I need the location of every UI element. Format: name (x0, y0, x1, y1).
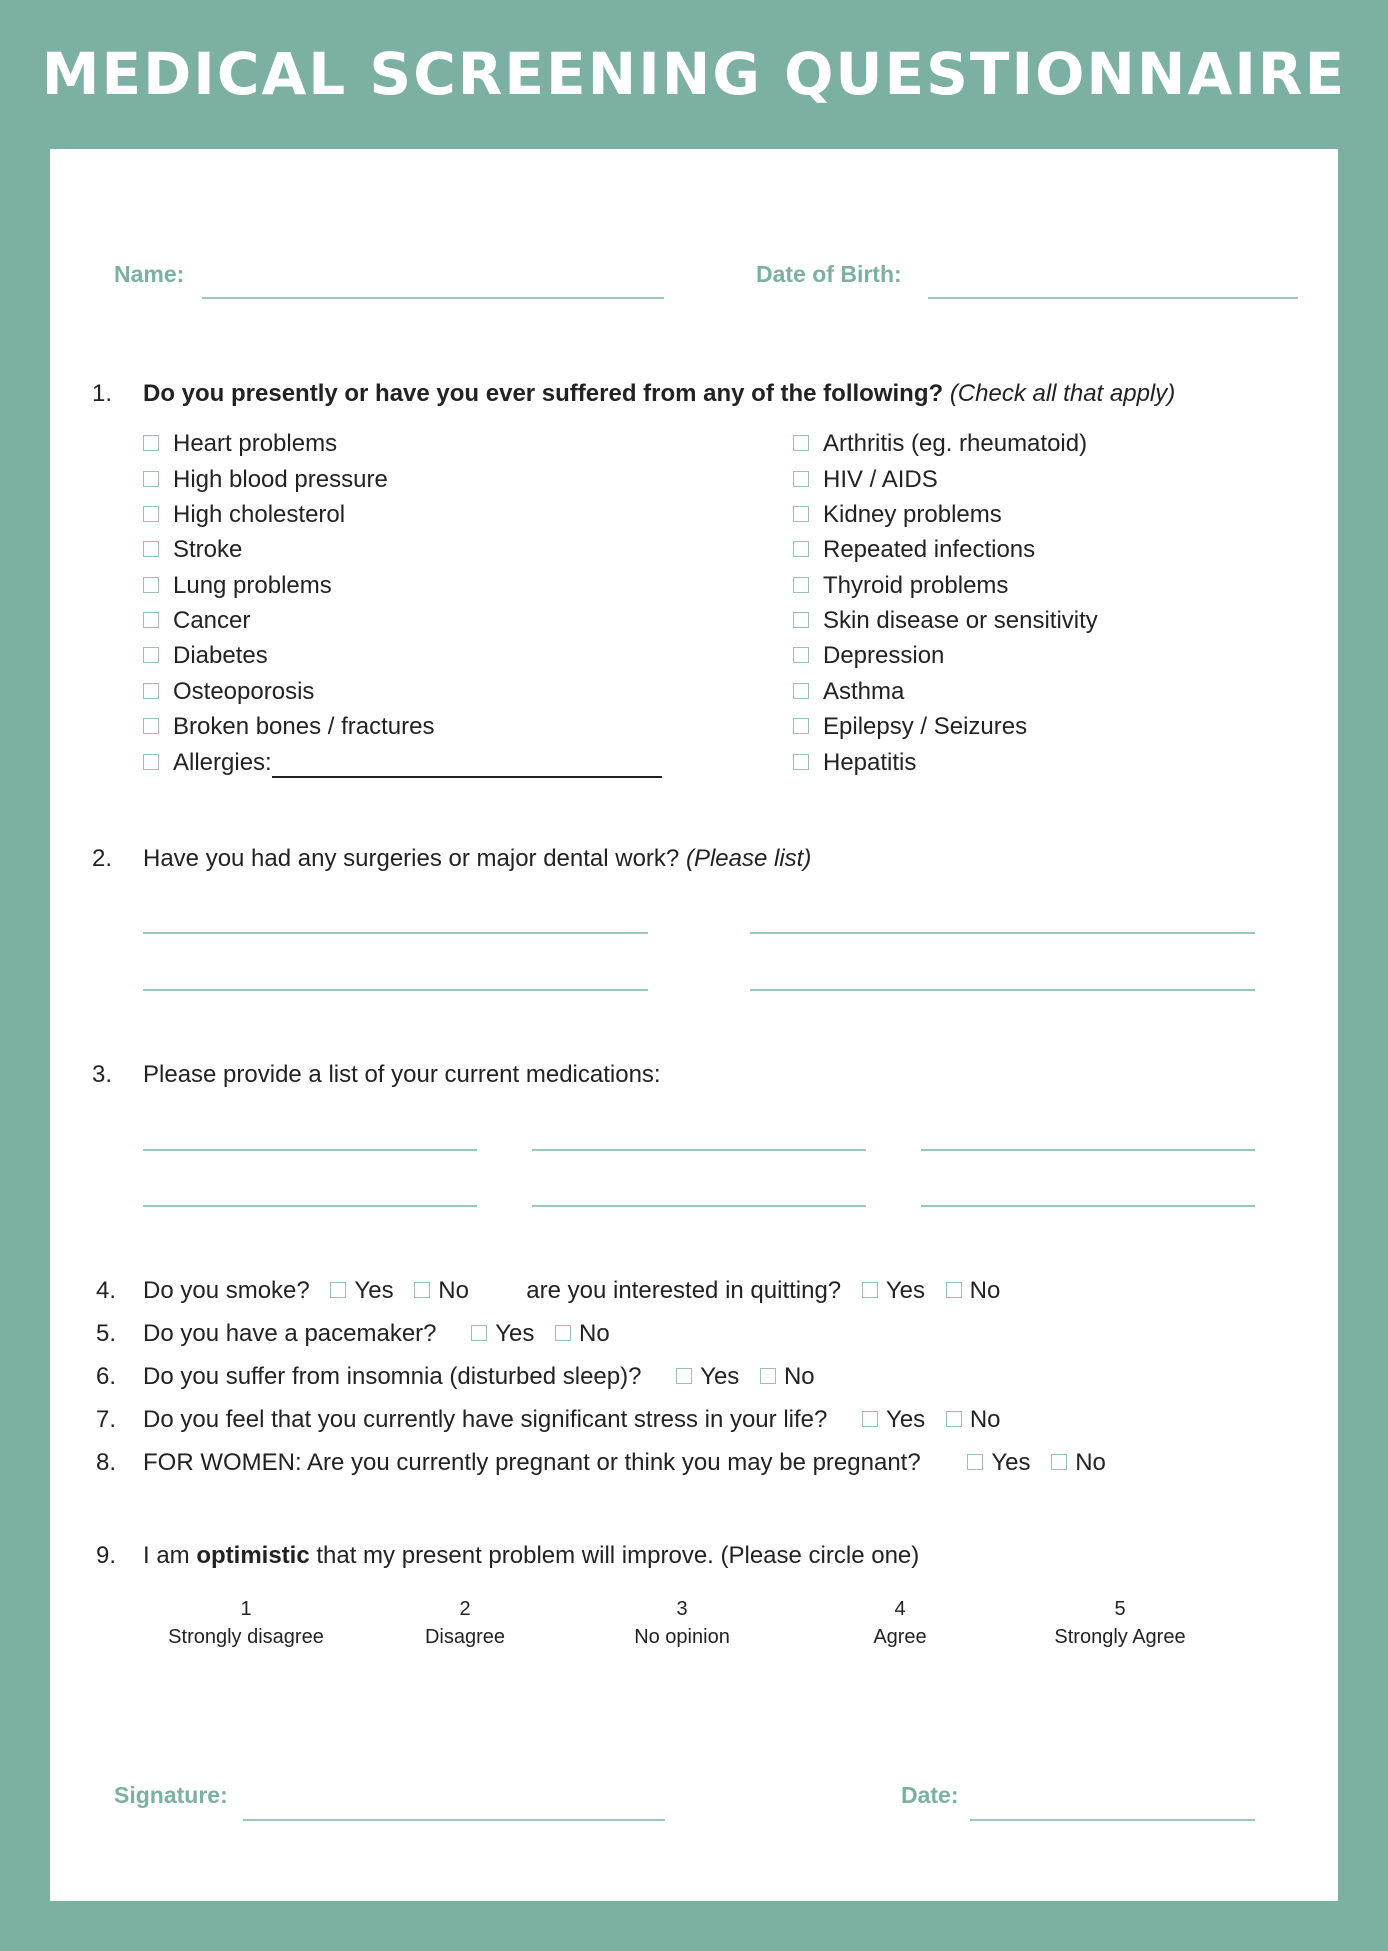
condition-item[interactable] (793, 500, 1002, 530)
q4-quit-yes-option[interactable] (848, 1277, 925, 1304)
condition-label: HIV / AIDS (823, 466, 938, 493)
yes-label: Yes (991, 1449, 1031, 1476)
condition-item[interactable] (793, 712, 1027, 742)
checkbox[interactable] (793, 471, 809, 487)
checkbox[interactable] (143, 435, 159, 451)
scale-option-5[interactable] (1010, 1595, 1230, 1651)
checkbox[interactable] (143, 647, 159, 663)
condition-item[interactable] (793, 465, 938, 495)
checkbox[interactable] (793, 577, 809, 593)
checkbox[interactable] (143, 718, 159, 734)
checkbox[interactable] (555, 1325, 571, 1341)
scale-number: 5 (1114, 1598, 1126, 1620)
q4-question (143, 1277, 1000, 1305)
no-label: No (783, 1363, 815, 1390)
medication-line[interactable] (921, 1205, 1255, 1207)
q6-yes-option[interactable] (662, 1363, 739, 1390)
checkbox[interactable] (1051, 1454, 1067, 1470)
q4-no-option[interactable] (400, 1277, 469, 1304)
q9-question (143, 1542, 919, 1570)
checkbox[interactable] (862, 1411, 878, 1427)
q9-number: 9. (96, 1542, 117, 1569)
condition-label: Diabetes (173, 642, 268, 669)
scale-option-1[interactable] (136, 1595, 356, 1651)
surgery-line[interactable] (750, 989, 1255, 991)
checkbox[interactable] (967, 1454, 983, 1470)
checkbox[interactable] (330, 1282, 346, 1298)
q5-question (143, 1320, 610, 1348)
checkbox[interactable] (793, 683, 809, 699)
condition-label: Broken bones / fractures (173, 713, 435, 740)
condition-item[interactable] (143, 535, 242, 565)
scale-label: Agree (873, 1626, 927, 1648)
scale-label: No opinion (634, 1626, 730, 1648)
checkbox[interactable] (793, 647, 809, 663)
q2-question (143, 845, 811, 873)
checkbox[interactable] (143, 471, 159, 487)
medication-line[interactable] (143, 1149, 477, 1151)
condition-item[interactable] (793, 748, 916, 778)
q2-question-text: Have you had any surgeries or major dental work? (143, 845, 680, 872)
page-title: MEDICAL SCREENING QUESTIONNAIRE (41, 40, 1347, 108)
condition-label: Depression (823, 642, 945, 669)
medication-line[interactable] (921, 1149, 1255, 1151)
q6-number: 6. (96, 1363, 117, 1390)
q9-suffix: that my present problem will improve. (Please circle one) (309, 1542, 920, 1569)
q5-number: 5. (96, 1320, 117, 1347)
checkbox[interactable] (676, 1368, 692, 1384)
checkbox[interactable] (143, 541, 159, 557)
q1-question-text: Do you presently or have you ever suffered from any of the following? (143, 380, 944, 407)
scale-label: Strongly Agree (1054, 1626, 1186, 1648)
condition-label: Epilepsy / Seizures (823, 713, 1028, 740)
checkbox[interactable] (946, 1282, 962, 1298)
scale-option-3[interactable] (572, 1595, 792, 1651)
condition-item[interactable] (143, 641, 268, 671)
q4-yes-option[interactable] (316, 1277, 393, 1304)
surgery-line[interactable] (143, 932, 648, 934)
dob-field[interactable] (928, 297, 1298, 299)
q4-followup-text: are you interested in quitting? (526, 1277, 842, 1304)
q4-question-text: Do you smoke? (143, 1277, 310, 1304)
signature-field[interactable] (243, 1819, 665, 1821)
q5-no-option[interactable] (541, 1320, 610, 1347)
yes-label: Yes (354, 1277, 394, 1304)
scale-label: Strongly disagree (168, 1626, 324, 1648)
q5-yes-option[interactable] (457, 1320, 534, 1347)
q4-quit-no-option[interactable] (932, 1277, 1001, 1304)
no-label: No (438, 1277, 469, 1304)
checkbox[interactable] (760, 1368, 776, 1384)
surgery-line[interactable] (750, 932, 1255, 934)
q3-question: Please provide a list of your current medications: (143, 1061, 661, 1088)
condition-label: Stroke (173, 536, 243, 563)
q1-number: 1. (92, 380, 113, 407)
checkbox[interactable] (793, 612, 809, 628)
condition-label: Osteoporosis (173, 678, 315, 705)
condition-item[interactable] (793, 535, 1035, 565)
scale-option-4[interactable] (790, 1595, 1010, 1651)
checkbox[interactable] (946, 1411, 962, 1427)
no-label: No (1075, 1449, 1106, 1476)
condition-item[interactable] (143, 677, 314, 707)
condition-label: Repeated infections (823, 536, 1036, 563)
checkbox[interactable] (793, 435, 809, 451)
condition-item[interactable] (143, 429, 337, 459)
checkbox[interactable] (793, 506, 809, 522)
scale-option-2[interactable] (355, 1595, 575, 1651)
condition-label: Thyroid problems (823, 572, 1009, 599)
q9-prefix: I am (143, 1542, 197, 1569)
condition-label: High cholesterol (173, 501, 346, 528)
condition-item[interactable] (143, 465, 388, 495)
surgery-line[interactable] (143, 989, 648, 991)
scale-label: Disagree (424, 1626, 506, 1648)
q9-bold-word: optimistic (196, 1542, 310, 1569)
no-label: No (969, 1406, 1001, 1433)
allergies-field[interactable] (272, 754, 662, 778)
q6-no-option[interactable] (746, 1363, 815, 1390)
condition-label: Lung problems (173, 572, 332, 599)
condition-item[interactable] (793, 677, 904, 707)
condition-item[interactable] (793, 571, 1008, 601)
scale-number: 3 (676, 1598, 688, 1620)
condition-item[interactable] (143, 571, 332, 601)
checkbox[interactable] (862, 1282, 878, 1298)
checkbox[interactable] (143, 612, 159, 628)
no-label: No (579, 1320, 610, 1347)
condition-label: Cancer (173, 607, 251, 634)
medication-line[interactable] (532, 1149, 866, 1151)
q1-hint: (Check all that apply) (949, 380, 1176, 407)
medication-line[interactable] (143, 1205, 477, 1207)
medication-line[interactable] (532, 1205, 866, 1207)
q4-number: 4. (96, 1277, 117, 1304)
signature-label: Signature: (114, 1782, 228, 1808)
checkbox[interactable] (471, 1325, 487, 1341)
yes-label: Yes (700, 1363, 740, 1390)
condition-item-allergies[interactable] (143, 748, 662, 778)
q8-question (143, 1449, 1106, 1477)
q5-question-text: Do you have a pacemaker? (143, 1320, 437, 1347)
q7-question (143, 1406, 1001, 1434)
q6-question (143, 1363, 815, 1391)
q8-question-text: FOR WOMEN: Are you currently pregnant or think you may be pregnant? (143, 1449, 921, 1476)
q3-number: 3. (92, 1061, 113, 1088)
checkbox[interactable] (414, 1282, 430, 1298)
date-field[interactable] (970, 1819, 1255, 1821)
condition-label: Hepatitis (823, 749, 917, 776)
condition-label: Arthritis (eg. rheumatoid) (823, 430, 1088, 457)
q1-question (143, 380, 1175, 408)
condition-label: Heart problems (173, 430, 338, 457)
name-field[interactable] (202, 297, 664, 299)
condition-label: Asthma (823, 678, 905, 705)
checkbox[interactable] (143, 506, 159, 522)
q7-question-text: Do you feel that you currently have significant stress in your life? (143, 1406, 828, 1433)
yes-label: Yes (886, 1406, 926, 1433)
condition-item[interactable] (793, 429, 1087, 459)
condition-item[interactable] (143, 500, 345, 530)
checkbox[interactable] (793, 754, 809, 770)
no-label: No (969, 1277, 1001, 1304)
yes-label: Yes (495, 1320, 535, 1347)
scale-number: 4 (894, 1598, 906, 1620)
scale-number: 1 (240, 1598, 252, 1620)
condition-item[interactable] (793, 606, 1098, 636)
checkbox[interactable] (793, 541, 809, 557)
scale-number: 2 (459, 1598, 471, 1620)
name-label: Name: (114, 261, 185, 287)
q7-number: 7. (96, 1406, 117, 1433)
dob-label: Date of Birth: (756, 261, 902, 287)
checkbox[interactable] (143, 683, 159, 699)
q2-number: 2. (92, 845, 113, 872)
condition-label: High blood pressure (173, 466, 388, 493)
condition-label: Allergies: (173, 749, 272, 776)
q2-hint: (Please list) (685, 845, 812, 872)
condition-item[interactable] (143, 606, 250, 636)
q8-yes-option[interactable] (953, 1449, 1030, 1476)
q7-yes-option[interactable] (848, 1406, 925, 1433)
q6-question-text: Do you suffer from insomnia (disturbed sleep)? (143, 1363, 642, 1390)
condition-label: Skin disease or sensitivity (823, 607, 1098, 634)
checkbox[interactable] (143, 577, 159, 593)
condition-item[interactable] (793, 641, 944, 671)
q7-no-option[interactable] (932, 1406, 1001, 1433)
date-label: Date: (901, 1782, 959, 1808)
q8-no-option[interactable] (1037, 1449, 1106, 1476)
q8-number: 8. (96, 1449, 117, 1476)
checkbox[interactable] (143, 754, 159, 770)
form-sheet (50, 149, 1338, 1901)
yes-label: Yes (885, 1277, 925, 1304)
checkbox[interactable] (793, 718, 809, 734)
condition-item[interactable] (143, 712, 434, 742)
condition-label: Kidney problems (823, 501, 1002, 528)
